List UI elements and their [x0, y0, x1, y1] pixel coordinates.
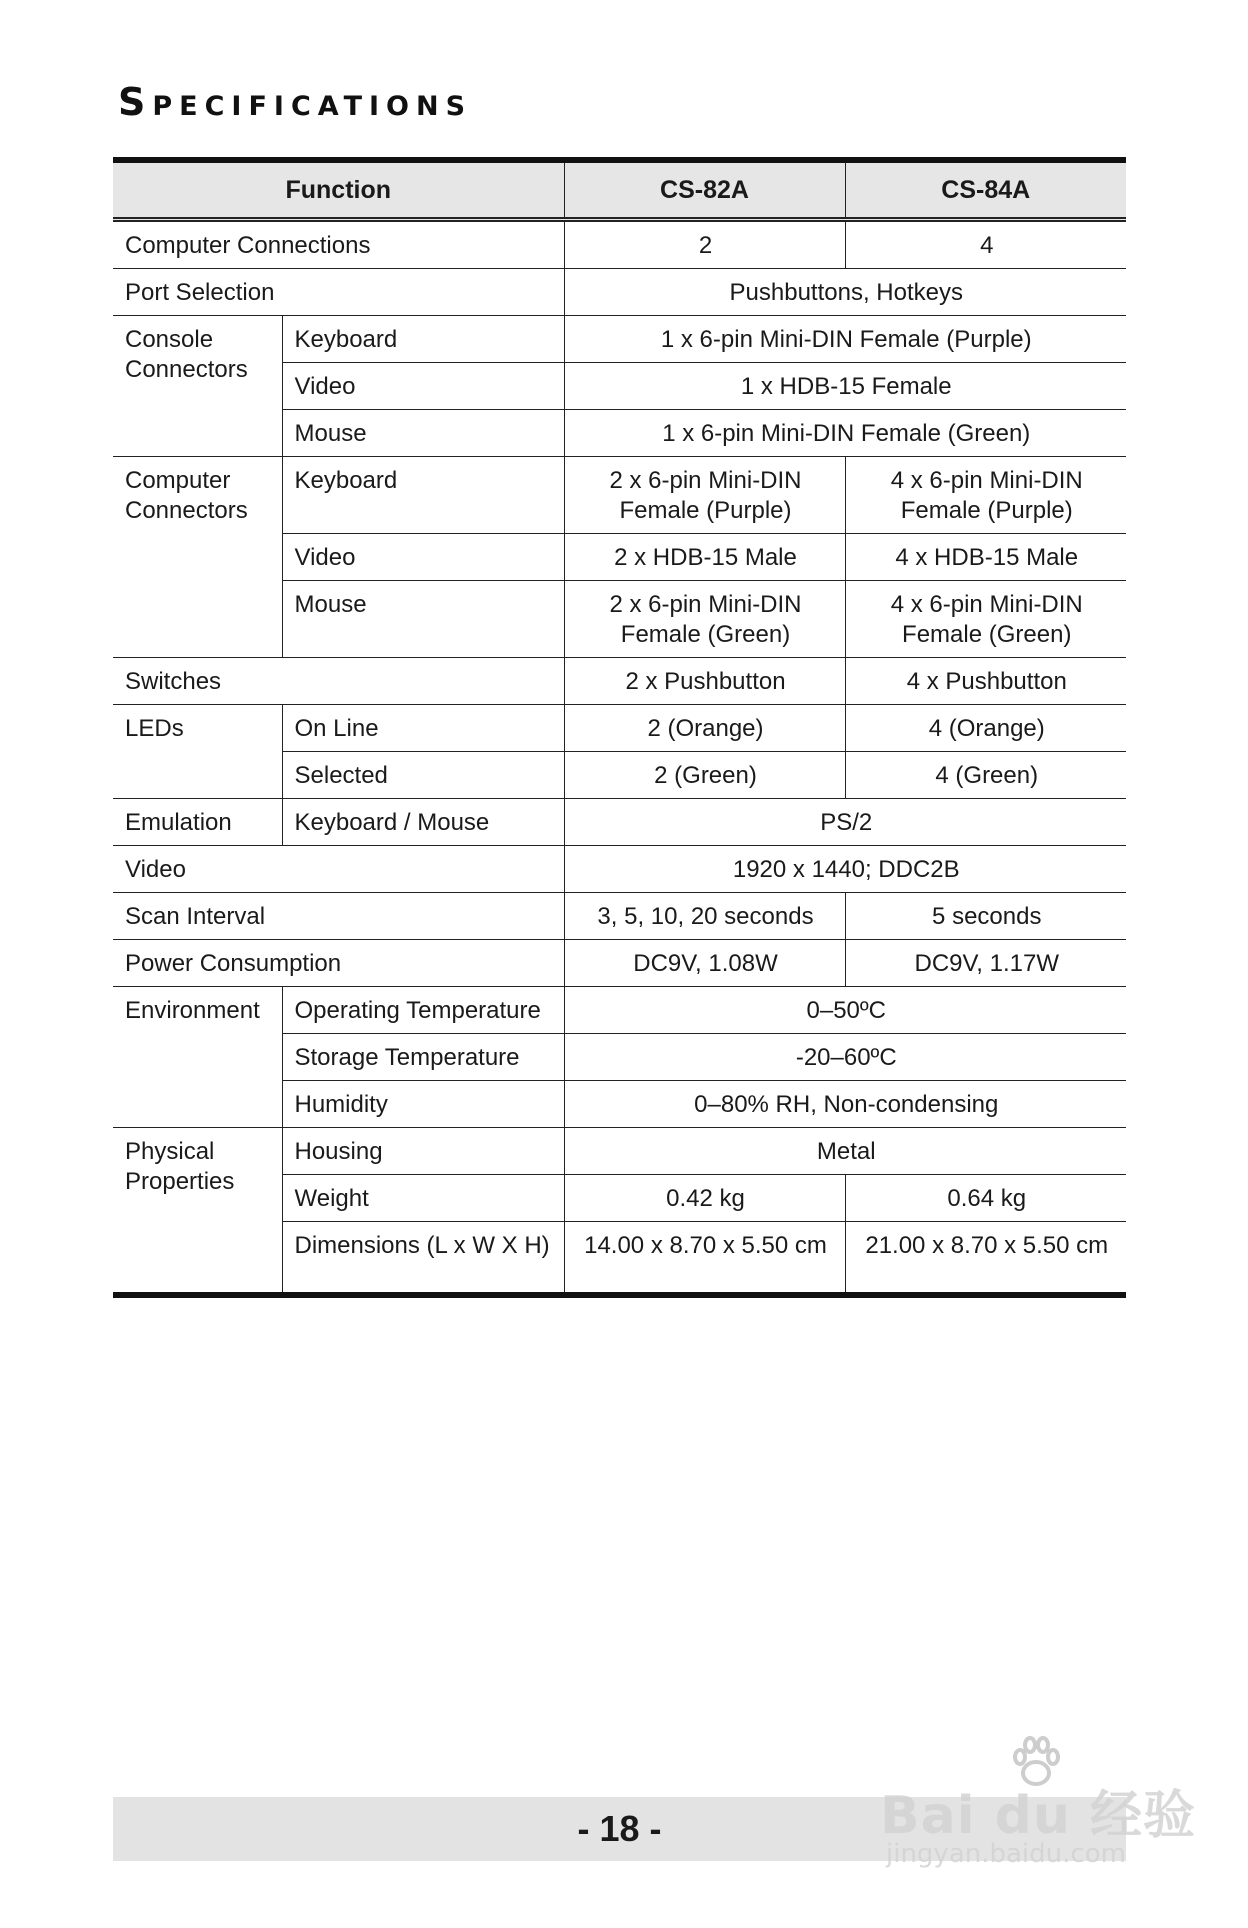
- sub-label: Dimensions (L x W X H): [282, 1222, 564, 1296]
- sub-label: Humidity: [282, 1081, 564, 1128]
- specifications-table: [113, 157, 1126, 1298]
- value-model-b: DC9V, 1.17W: [845, 940, 1126, 987]
- row-physical-housing: [113, 1128, 1126, 1175]
- row-computer-keyboard: [113, 457, 1126, 534]
- value-model-b: 4 x HDB-15 Male: [845, 534, 1126, 581]
- sub-label: Housing: [282, 1128, 564, 1175]
- value-model-a: 2 (Green): [564, 752, 845, 799]
- value-shared: 0–50ºC: [564, 987, 1126, 1034]
- group-label: Environment: [113, 987, 282, 1128]
- value-model-a: DC9V, 1.08W: [564, 940, 845, 987]
- sub-label: Video: [282, 363, 564, 410]
- page-footer: [113, 1797, 1126, 1861]
- value-model-b: 4 x 6-pin Mini-DIN Female (Purple): [845, 457, 1126, 534]
- group-label: Computer Connectors: [113, 457, 282, 658]
- row-label: Power Consumption: [113, 940, 564, 987]
- value-model-a: 14.00 x 8.70 x 5.50 cm: [564, 1222, 845, 1296]
- value-shared: 1920 x 1440; DDC2B: [564, 846, 1126, 893]
- value-shared: Metal: [564, 1128, 1126, 1175]
- value-shared: PS/2: [564, 799, 1126, 846]
- sub-label: Operating Temperature: [282, 987, 564, 1034]
- row-power-consumption: [113, 940, 1126, 987]
- group-label: Physical Properties: [113, 1128, 282, 1296]
- value-model-a: 3, 5, 10, 20 seconds: [564, 893, 845, 940]
- value-model-a: 2 x HDB-15 Male: [564, 534, 845, 581]
- value-shared: Pushbuttons, Hotkeys: [564, 269, 1126, 316]
- value-model-b: 4: [845, 220, 1126, 269]
- sub-label: Keyboard: [282, 457, 564, 534]
- value-model-b: 4 x Pushbutton: [845, 658, 1126, 705]
- value-shared: -20–60ºC: [564, 1034, 1126, 1081]
- value-model-a: 0.42 kg: [564, 1175, 845, 1222]
- sub-label: Weight: [282, 1175, 564, 1222]
- row-emulation: [113, 799, 1126, 846]
- value-shared: 1 x HDB-15 Female: [564, 363, 1126, 410]
- group-label: Emulation: [113, 799, 282, 846]
- row-scan-interval: [113, 893, 1126, 940]
- value-model-a: 2 (Orange): [564, 705, 845, 752]
- header-model-b: CS-84A: [845, 160, 1126, 220]
- value-model-b: 4 x 6-pin Mini-DIN Female (Green): [845, 581, 1126, 658]
- row-console-keyboard: [113, 316, 1126, 363]
- sub-label: Keyboard / Mouse: [282, 799, 564, 846]
- value-model-b: 4 (Green): [845, 752, 1126, 799]
- value-model-a: 2 x Pushbutton: [564, 658, 845, 705]
- value-model-b: 0.64 kg: [845, 1175, 1126, 1222]
- page-title: Specifications: [118, 80, 473, 124]
- value-model-b: 21.00 x 8.70 x 5.50 cm: [845, 1222, 1126, 1296]
- sub-label: On Line: [282, 705, 564, 752]
- row-leds-on-line: [113, 705, 1126, 752]
- sub-label: Storage Temperature: [282, 1034, 564, 1081]
- sub-label: Selected: [282, 752, 564, 799]
- value-model-a: 2: [564, 220, 845, 269]
- sub-label: Mouse: [282, 410, 564, 457]
- value-model-b: 4 (Orange): [845, 705, 1126, 752]
- row-port-selection: [113, 269, 1126, 316]
- row-video: [113, 846, 1126, 893]
- watermark-brand: Bai du 经验: [880, 1786, 1196, 1846]
- value-shared: 1 x 6-pin Mini-DIN Female (Purple): [564, 316, 1126, 363]
- row-switches: [113, 658, 1126, 705]
- table-header-row: [113, 160, 1126, 220]
- value-shared: 1 x 6-pin Mini-DIN Female (Green): [564, 410, 1126, 457]
- watermark-url: jingyan.baidu.com: [886, 1839, 1126, 1869]
- value-model-a: 2 x 6-pin Mini-DIN Female (Green): [564, 581, 845, 658]
- paw-icon: [1008, 1735, 1064, 1791]
- sub-label: Keyboard: [282, 316, 564, 363]
- value-model-b: 5 seconds: [845, 893, 1126, 940]
- row-computer-connections: [113, 220, 1126, 269]
- row-environment-operating: [113, 987, 1126, 1034]
- group-label: Console Connectors: [113, 316, 282, 457]
- row-label: Scan Interval: [113, 893, 564, 940]
- value-shared: 0–80% RH, Non-condensing: [564, 1081, 1126, 1128]
- value-model-a: 2 x 6-pin Mini-DIN Female (Purple): [564, 457, 845, 534]
- header-model-a: CS-82A: [564, 160, 845, 220]
- row-label: Video: [113, 846, 564, 893]
- group-label: LEDs: [113, 705, 282, 799]
- sub-label: Mouse: [282, 581, 564, 658]
- header-function: Function: [113, 160, 564, 220]
- row-label: Port Selection: [113, 269, 564, 316]
- row-label: Computer Connections: [113, 220, 564, 269]
- row-label: Switches: [113, 658, 564, 705]
- page-number: - 18 -: [577, 1808, 662, 1849]
- sub-label: Video: [282, 534, 564, 581]
